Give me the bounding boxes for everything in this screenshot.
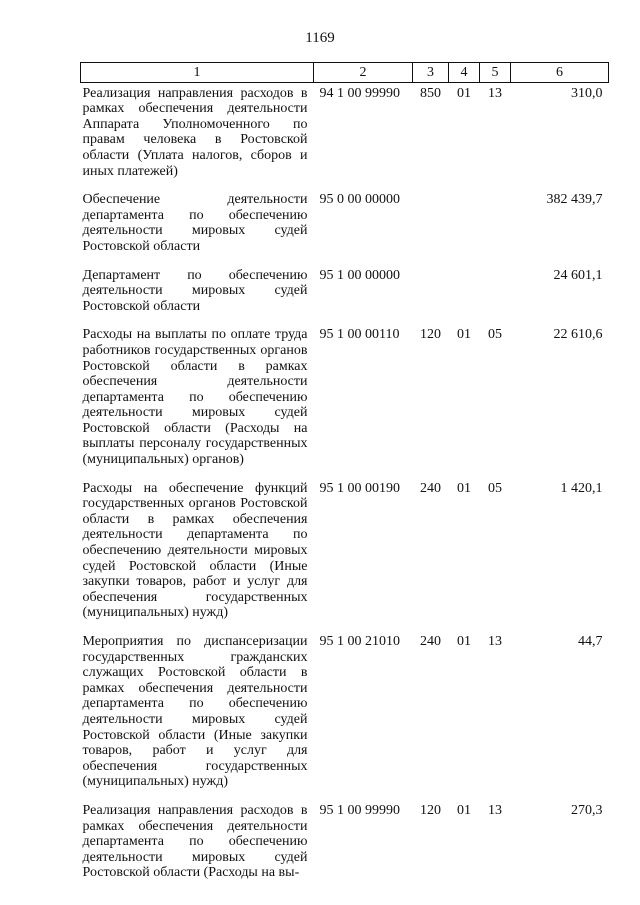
table-row [81,322,609,475]
target-code: 95 1 00 21010 [319,634,400,649]
amount: 270,3 [571,802,603,818]
expense-name: Расходы на обеспечение функций государственных органов Ростовской области в рамках обеспечения деятельности департамента по обеспечению деятельности мировых судей Ростовской области (Иные закупки товаров, работ и услуг для обеспечения государственных (муниципальных) нужд) [82,480,308,621]
subsection: 05 [488,480,502,496]
target-code: 95 1 00 99990 [319,802,400,818]
expense-type: 120 [420,327,441,343]
amount: 22 610,6 [553,327,603,343]
section: 01 [457,327,471,343]
column-header-1: 1 [81,63,314,83]
subsection: 05 [488,327,502,343]
expense-name: Обеспечение деятельности департамента по обеспечению деятельности мировых судей Ростовской области [82,192,308,254]
target-code: 95 0 00 00000 [319,192,400,208]
target-code: 95 1 00 00190 [319,480,400,496]
subsection [480,263,511,323]
column-header-6: 6 [511,63,609,83]
section [449,263,480,323]
expense-type [413,187,449,262]
budget-table [80,62,609,889]
section: 01 [457,85,471,101]
expense-name: Расходы на выплаты по оплате труда работников государственных органов Ростовской области в рамках обеспечения деятельности департамента по обеспечению деятельности мировых судей Ростовской области (Расходы на выплаты персоналу государственных (муниципальных) органов) [82,327,308,468]
section: 01 [457,480,471,496]
expense-type: 240 [420,634,441,649]
page-number: 1169 [305,30,335,46]
section: 01 [457,634,471,649]
subsection [480,187,511,262]
amount: 24 601,1 [553,267,603,283]
table-row [81,629,609,798]
expense-type: 240 [420,480,441,496]
expense-type: 850 [420,85,441,101]
expense-type: 120 [420,802,441,818]
column-header-5: 5 [480,63,511,83]
expense-name: Мероприятия по диспансеризации государственных гражданских служащих Ростовской области в рамках обеспечения деятельности департамента по обеспечению деятельности мировых судей Ростовской области (Иные закупки товаров, работ и услуг для обеспечения государственных (муниципальных) нужд) [82,634,308,790]
table-row [81,263,609,323]
subsection: 13 [488,85,502,101]
target-code: 95 1 00 00110 [319,327,400,343]
amount: 382 439,7 [546,192,603,208]
section: 01 [457,802,471,818]
table-row [81,82,609,187]
subsection: 13 [488,802,502,818]
amount: 310,0 [571,85,603,101]
column-header-4: 4 [449,63,480,83]
table-row [81,798,609,889]
subsection: 13 [488,634,502,649]
section [449,187,480,262]
expense-type [413,263,449,323]
target-code: 94 1 00 99990 [319,85,400,101]
column-header-2: 2 [314,63,413,83]
expense-name: Департамент по обеспечению деятельности мировых судей Ростовской области [82,267,308,314]
table-row [81,476,609,629]
amount: 1 420,1 [560,480,603,496]
table-row [81,187,609,262]
expense-name: Реализация направления расходов в рамках обеспечения деятельности департамента по обеспечению деятельности мировых судей Ростовской области (Расходы на вы- [82,802,308,881]
column-header-3: 3 [413,63,449,83]
header-row [81,63,609,83]
amount: 44,7 [578,634,603,649]
target-code: 95 1 00 00000 [319,267,400,283]
expense-name: Реализация направления расходов в рамках обеспечения деятельности Аппарата Уполномоченного по правам человека в Ростовской области (Уплата налогов, сборов и иных платежей) [82,85,308,179]
